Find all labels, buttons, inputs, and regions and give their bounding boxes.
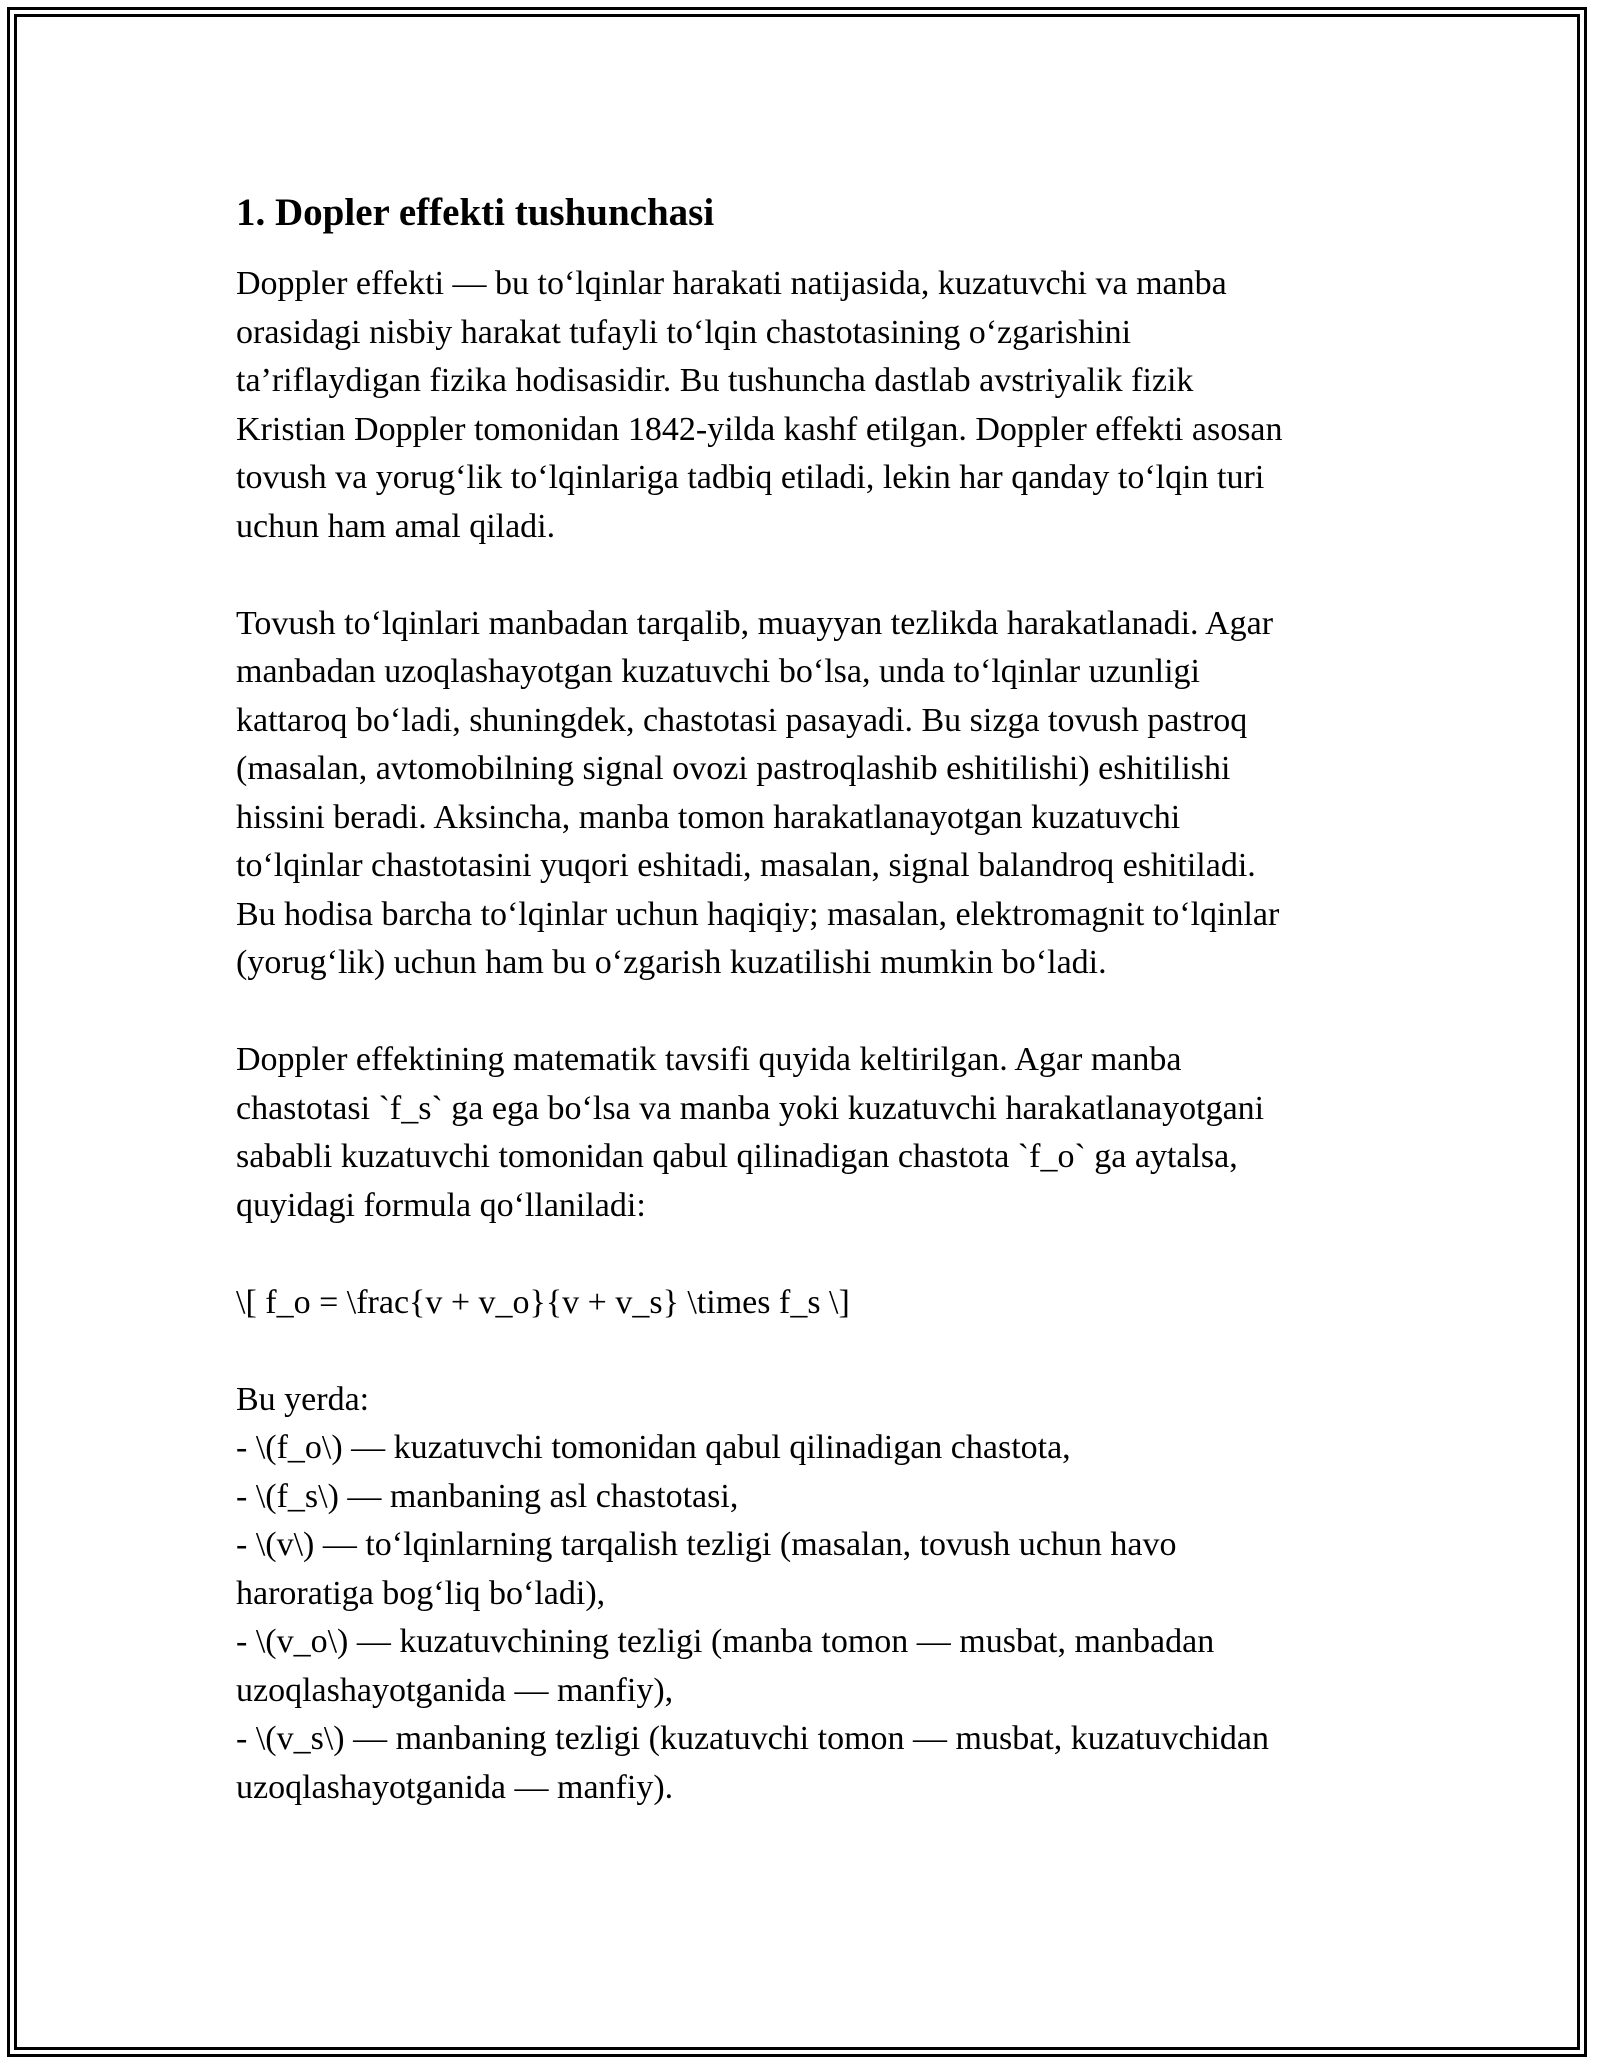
legend-intro: Bu yerda: [236, 1380, 370, 1418]
formula-text: \[ f_o = \frac{v + v_o}{v + v_s} \times f_s \] [236, 1283, 850, 1321]
paragraph-gap [236, 988, 1386, 1037]
text-line: (masalan, avtomobilning signal ovozi pastroqlashib eshitilishi) eshitilishi [236, 750, 1231, 787]
text-line: Bu hodisa barcha to‘lqinlar uchun haqiqiy; masalan, elektromagnit to‘lqinlar [236, 895, 1280, 933]
text-line: Tovush to‘lqinlari manbadan tarqalib, muayyan tezlikda harakatlanadi. Agar [236, 604, 1274, 642]
text-line: sababli kuzatuvchi tomonidan qabul qilinadigan chastota `f_o` ga aytalsa, [236, 1138, 1238, 1175]
text-line: kattaroq bo‘ladi, shuningdek, chastotasi pasayadi. Bu sizga tovush pastroq [236, 701, 1248, 739]
legend-item: - \(v\) — to‘lqinlarning tarqalish tezligi (masalan, tovush uchun havo [236, 1526, 1177, 1563]
text-line: quyidagi formula qo‘llaniladi: [236, 1186, 646, 1224]
section-heading: 1. Dopler effekti tushunchasi [236, 191, 715, 234]
legend-item: - \(v_s\) — manbaning tezligi (kuzatuvchi tomon — musbat, kuzatuvchidan [236, 1720, 1269, 1757]
variable-legend [236, 1376, 1386, 1813]
legend-item: - \(f_s\) — manbaning asl chastotasi, [236, 1477, 739, 1515]
paragraph-gap [236, 551, 1386, 600]
text-line: Doppler effekti — bu to‘lqinlar harakati natijasida, kuzatuvchi va manba [236, 265, 1227, 302]
legend-item: uzoqlashayotganida — manfiy). [236, 1768, 674, 1806]
text-line: orasidagi nisbiy harakat tufayli to‘lqin chastotasining o‘zgarishini [236, 313, 1132, 351]
formula [236, 1279, 1386, 1328]
paragraph-gap [236, 1327, 1386, 1376]
paragraph-gap [236, 1230, 1386, 1279]
text-line: ta’riflaydigan fizika hodisasidir. Bu tushuncha dastlab avstriyalik fizik [236, 362, 1194, 399]
legend-item: uzoqlashayotganida — manfiy), [236, 1671, 674, 1709]
paragraph-sound-waves [236, 600, 1386, 988]
text-line: hissini beradi. Aksincha, manba tomon harakatlanayotgan kuzatuvchi [236, 798, 1181, 836]
legend-item: - \(v_o\) — kuzatuvchining tezligi (manba tomon — musbat, manbadan [236, 1623, 1215, 1660]
text-line: Doppler effektining matematik tavsifi quyida keltirilgan. Agar manba [236, 1041, 1182, 1078]
text-line: Kristian Doppler tomonidan 1842-yilda kashf etilgan. Doppler effekti asosan [236, 410, 1283, 448]
paragraph-math-description [236, 1036, 1386, 1230]
document-body [236, 188, 1386, 1812]
text-line: (yorug‘lik) uchun ham bu o‘zgarish kuzatilishi mumkin bo‘ladi. [236, 944, 1107, 981]
paragraph-definition [236, 260, 1386, 551]
text-line: tovush va yorug‘lik to‘lqinlariga tadbiq etiladi, lekin har qanday to‘lqin turi [236, 459, 1265, 496]
text-line: chastotasi `f_s` ga ega bo‘lsa va manba yoki kuzatuvchi harakatlanayotgani [236, 1089, 1265, 1127]
legend-item: - \(f_o\) — kuzatuvchi tomonidan qabul qilinadigan chastota, [236, 1429, 1071, 1466]
legend-item: haroratiga bog‘liq bo‘ladi), [236, 1574, 606, 1612]
text-line: to‘lqinlar chastotasini yuqori eshitadi, masalan, signal balandroq eshitiladi. [236, 847, 1256, 884]
text-line: uchun ham amal qiladi. [236, 507, 556, 545]
text-line: manbadan uzoqlashayotgan kuzatuvchi bo‘lsa, unda to‘lqinlar uzunligi [236, 653, 1201, 690]
